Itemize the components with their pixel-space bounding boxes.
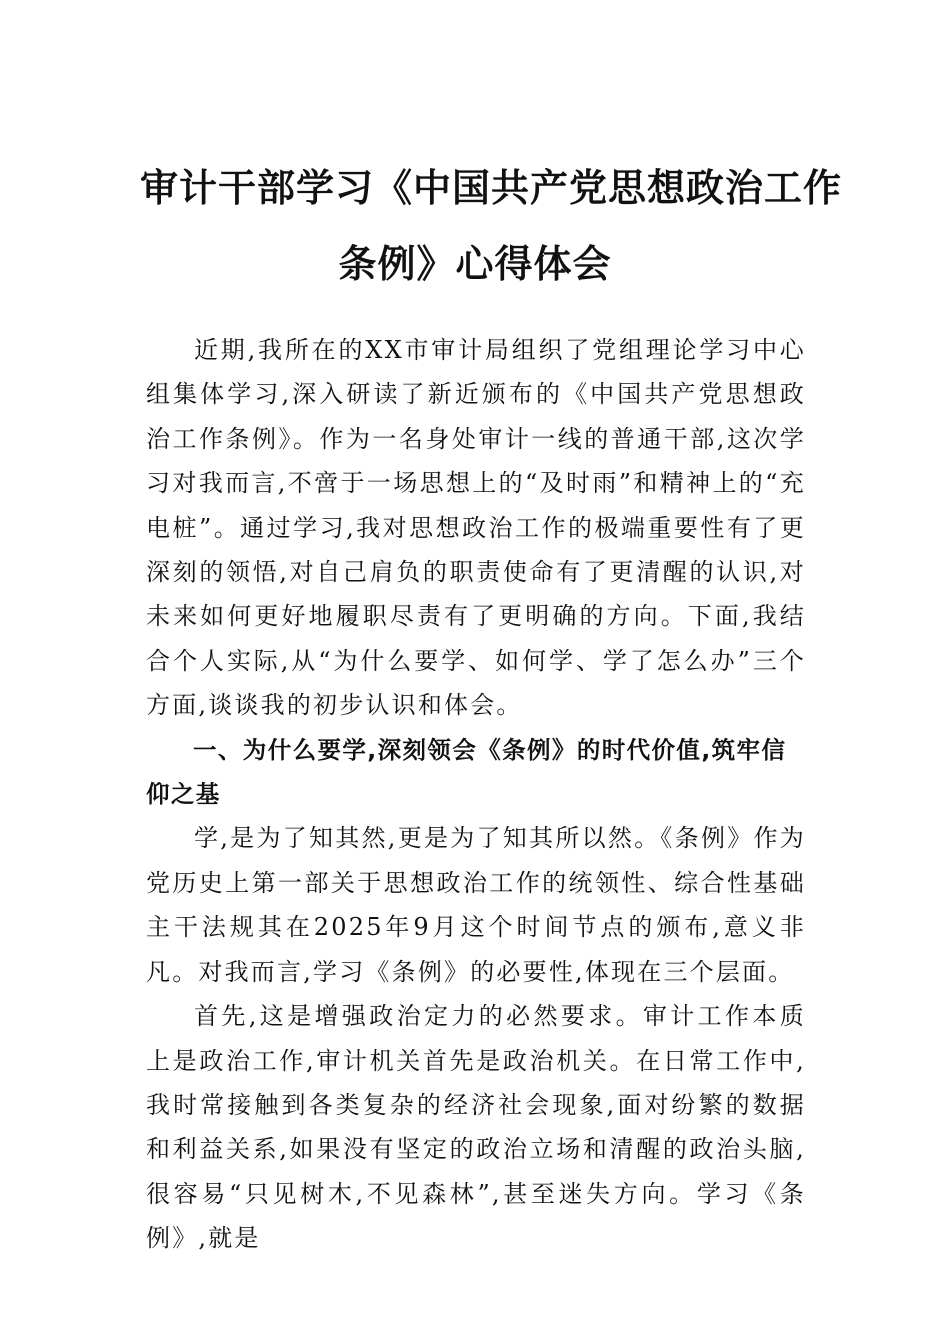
- section-1-paragraph-1: 学,是为了知其然,更是为了知其所以然。《条例》作为党历史上第一部关于思想政治工作的统领性、综合性基础主干法规其在2025年9月这个时间节点的颁布,意义非凡。对我而言,学习《条例》的必要性,体现在三个层面。: [146, 824, 806, 986]
- section-1-paragraph-2: 首先,这是增强政治定力的必然要求。审计工作本质上是政治工作,审计机关首先是政治机关。在日常工作中,我时常接触到各类复杂的经济社会现象,面对纷繁的数据和利益关系,如果没有坚定的政治立场和清醒的政治头脑,很容易“只见树木,不见森林”,甚至迷失方向。学习《条例》,就是: [146, 1002, 806, 1253]
- intro-paragraph: 近期,我所在的XX市审计局组织了党组理论学习中心组集体学习,深入研读了新近颁布的《中国共产党思想政治工作条例》。作为一名身处审计一线的普通干部,这次学习对我而言,不啻于一场思想上的“及时雨”和精神上的“充电桩”。通过学习,我对思想政治工作的极端重要性有了更深刻的领悟,对自己肩负的职责使命有了更清醒的认识,对未来如何更好地履职尽责有了更明确的方向。下面,我结合个人实际,从“为什么要学、如何学、学了怎么办”三个方面,谈谈我的初步认识和体会。: [146, 336, 806, 720]
- document-body: [146, 328, 806, 1261]
- document-title: [140, 150, 843, 302]
- title-line-1: 审计干部学习《中国共产党思想政治工作: [140, 166, 843, 210]
- title-line-2: 条例》心得体会: [338, 242, 612, 286]
- section-heading-1: 一、为什么要学,深刻领会《条例》的时代价值,筑牢信仰之基: [146, 735, 787, 809]
